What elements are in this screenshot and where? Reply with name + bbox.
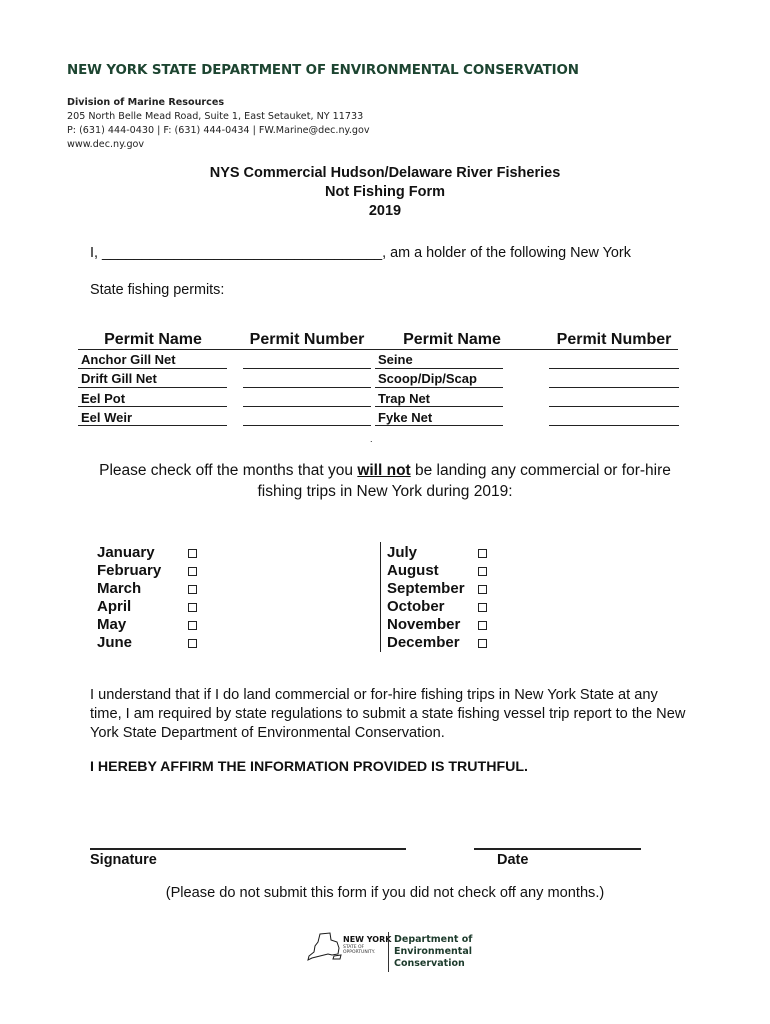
form-title-line2: Not Fishing Form	[324, 184, 445, 200]
checkbox-june[interactable]	[188, 639, 197, 648]
month-november: November	[387, 616, 461, 633]
check-instructions: Please check off the months that you will not be landing any commercial or for-hire fishing trips in New York during 2019:	[99, 462, 671, 500]
checkbox-october[interactable]	[478, 603, 487, 612]
permit-name-seine: Seine	[378, 352, 413, 367]
date-field[interactable]	[474, 848, 641, 850]
permit-number-field-seine[interactable]	[549, 368, 679, 369]
checkbox-december[interactable]	[478, 639, 487, 648]
date-label: Date	[497, 852, 529, 868]
permit-number-field-eel-weir[interactable]	[243, 425, 371, 426]
permit-name-fyke-net: Fyke Net	[378, 410, 433, 425]
row-rule	[375, 425, 503, 426]
logo-dept-line1: Department of	[394, 934, 473, 945]
permit-name-drift-gill-net: Drift Gill Net	[81, 371, 157, 386]
permit-name-scoop-dip-scap: Scoop/Dip/Scap	[378, 371, 477, 386]
months-left-column	[97, 544, 161, 652]
month-january: January	[97, 544, 155, 561]
permit-number-field-eel-pot[interactable]	[243, 406, 371, 407]
month-july: July	[387, 544, 418, 561]
month-column-divider	[380, 542, 381, 652]
row-rule	[78, 425, 227, 426]
logo-divider	[388, 932, 389, 972]
logo-dept-line3: Conservation	[394, 958, 465, 969]
division-name: Division of Marine Resources	[67, 97, 225, 108]
checkbox-march[interactable]	[188, 585, 197, 594]
month-april: April	[97, 598, 132, 615]
checkbox-september[interactable]	[478, 585, 487, 594]
header-permit-number-left: Permit Number	[249, 331, 365, 348]
row-rule	[78, 387, 227, 388]
logo-dept-line2: Environmental	[394, 946, 472, 957]
logo-opportunity: OPPORTUNITY.	[343, 950, 376, 955]
header-permit-name-left: Permit Name	[104, 331, 202, 348]
address: 205 North Belle Mead Road, Suite 1, East Setauket, NY 11733	[67, 111, 364, 122]
month-september: September	[387, 580, 465, 597]
month-december: December	[387, 634, 460, 651]
permit-name-eel-weir: Eel Weir	[81, 410, 133, 425]
checkbox-november[interactable]	[478, 621, 487, 630]
affirmation-statement: I HEREBY AFFIRM THE INFORMATION PROVIDED IS TRUTHFUL.	[90, 759, 528, 775]
signature-label: Signature	[90, 852, 157, 868]
holder-name-line[interactable]: I, ___________________________________, am a holder of the following New York	[90, 245, 631, 261]
will-not-emphasis: will not	[357, 462, 411, 479]
row-rule	[375, 406, 503, 407]
website: www.dec.ny.gov	[67, 139, 145, 150]
contact-line: P: (631) 444-0430 | F: (631) 444-0434 | FW.Marine@dec.ny.gov	[67, 125, 370, 136]
checkbox-february[interactable]	[188, 567, 197, 576]
checkbox-may[interactable]	[188, 621, 197, 630]
permit-number-field-scoop-dip-scap[interactable]	[549, 387, 679, 388]
month-may: May	[97, 616, 127, 633]
permit-number-field-fyke-net[interactable]	[549, 425, 679, 426]
logo-state-of: STATE OF	[343, 945, 365, 950]
form-title-line1: NYS Commercial Hudson/Delaware River Fisheries	[209, 165, 561, 181]
new-york-state-outline-icon	[306, 932, 342, 964]
stray-dot: .	[370, 434, 373, 444]
checkbox-april[interactable]	[188, 603, 197, 612]
permit-name-trap-net: Trap Net	[378, 391, 431, 406]
logo-new-york: NEW YORK	[343, 935, 392, 944]
header-permit-number-right: Permit Number	[556, 331, 672, 348]
row-rule	[375, 387, 503, 388]
permit-name-anchor-gill-net: Anchor Gill Net	[81, 352, 176, 367]
permit-number-field-drift-gill-net[interactable]	[243, 387, 371, 388]
header-permit-name-right: Permit Name	[403, 331, 501, 348]
checkbox-july[interactable]	[478, 549, 487, 558]
checkbox-august[interactable]	[478, 567, 487, 576]
signature-field[interactable]	[90, 848, 406, 850]
month-february: February	[97, 562, 162, 579]
month-march: March	[97, 580, 142, 597]
understanding-paragraph: I understand that if I do land commercial or for-hire fishing trips in New York State at any time, I am required by state regulations to submit a state fishing vessel trip report to the New York State Department of Environmental Conservation.	[90, 687, 686, 741]
submission-note: (Please do not submit this form if you did not check off any months.)	[165, 885, 605, 901]
month-october: October	[387, 598, 445, 615]
permits-intro: State fishing permits:	[90, 282, 225, 298]
footer-logo	[306, 930, 476, 975]
header-rule	[78, 349, 678, 350]
month-august: August	[387, 562, 439, 579]
form-title-year: 2019	[368, 203, 402, 219]
permit-name-eel-pot: Eel Pot	[81, 391, 126, 406]
permit-number-field-anchor-gill-net[interactable]	[243, 368, 371, 369]
month-june: June	[97, 634, 133, 651]
permit-number-field-trap-net[interactable]	[549, 406, 679, 407]
months-right-column	[387, 544, 465, 652]
checkbox-january[interactable]	[188, 549, 197, 558]
row-rule	[78, 406, 227, 407]
agency-name: NEW YORK STATE DEPARTMENT OF ENVIRONMENTAL CONSERVATION	[67, 63, 579, 78]
row-rule	[78, 368, 227, 369]
row-rule	[375, 368, 503, 369]
